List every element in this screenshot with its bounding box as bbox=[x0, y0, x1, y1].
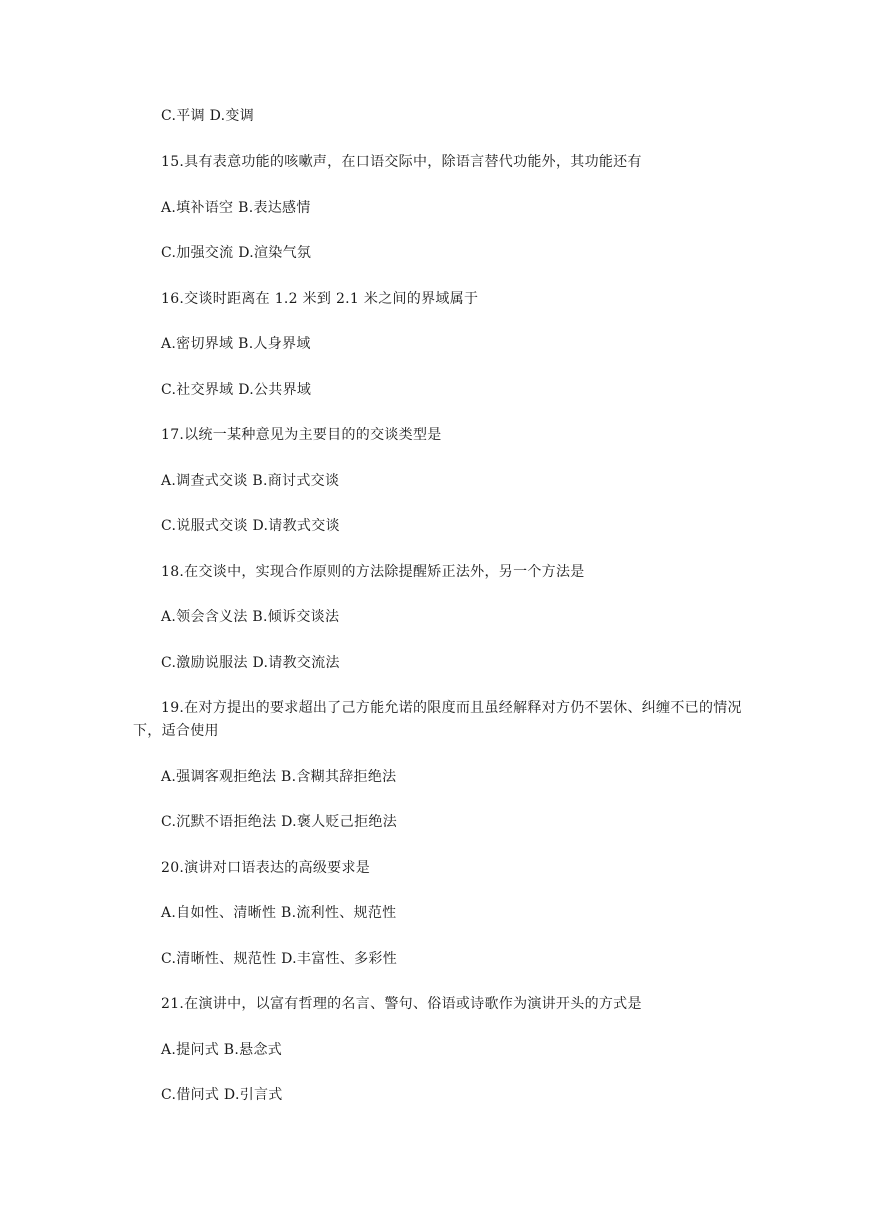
option-line: C.平调 D.变调 bbox=[161, 108, 254, 124]
option-line: C.加强交流 D.渲染气氛 bbox=[161, 245, 312, 261]
option-line: C.激励说服法 D.请教交流法 bbox=[161, 655, 340, 671]
option-line: C.清晰性、规范性 D.丰富性、多彩性 bbox=[161, 951, 397, 967]
option-line: A.自如性、清晰性 B.流利性、规范性 bbox=[161, 905, 397, 921]
option-line: A.密切界域 B.人身界域 bbox=[161, 336, 311, 352]
option-line: C.说服式交谈 D.请教式交谈 bbox=[161, 518, 340, 534]
question-18: 18.在交谈中，实现合作原则的方法除提醒矫正法外，另一个方法是 bbox=[161, 564, 585, 580]
option-line: C.借问式 D.引言式 bbox=[161, 1087, 283, 1103]
question-16: 16.交谈时距离在 1.2 米到 2.1 米之间的界域属于 bbox=[161, 291, 479, 307]
option-line: A.调查式交谈 B.商讨式交谈 bbox=[161, 473, 340, 489]
option-line: C.沉默不语拒绝法 D.褒人贬己拒绝法 bbox=[161, 814, 397, 830]
option-line: A.提问式 B.悬念式 bbox=[161, 1042, 283, 1058]
option-line: A.强调客观拒绝法 B.含糊其辞拒绝法 bbox=[161, 769, 397, 785]
question-15: 15.具有表意功能的咳嗽声，在口语交际中，除语言替代功能外，其功能还有 bbox=[161, 154, 642, 170]
question-20: 20.演讲对口语表达的高级要求是 bbox=[161, 860, 371, 876]
question-19: 19.在对方提出的要求超出了己方能允诺的限度而且虽经解释对方仍不罢休、纠缠不已的情况下，适合使用 bbox=[133, 700, 742, 739]
option-line: A.领会含义法 B.倾诉交谈法 bbox=[161, 609, 340, 625]
option-line: C.社交界域 D.公共界域 bbox=[161, 382, 312, 398]
question-21: 21.在演讲中，以富有哲理的名言、警句、俗语或诗歌作为演讲开头的方式是 bbox=[161, 996, 642, 1012]
option-line: A.填补语空 B.表达感情 bbox=[161, 200, 311, 216]
question-17: 17.以统一某种意见为主要目的的交谈类型是 bbox=[161, 427, 442, 443]
